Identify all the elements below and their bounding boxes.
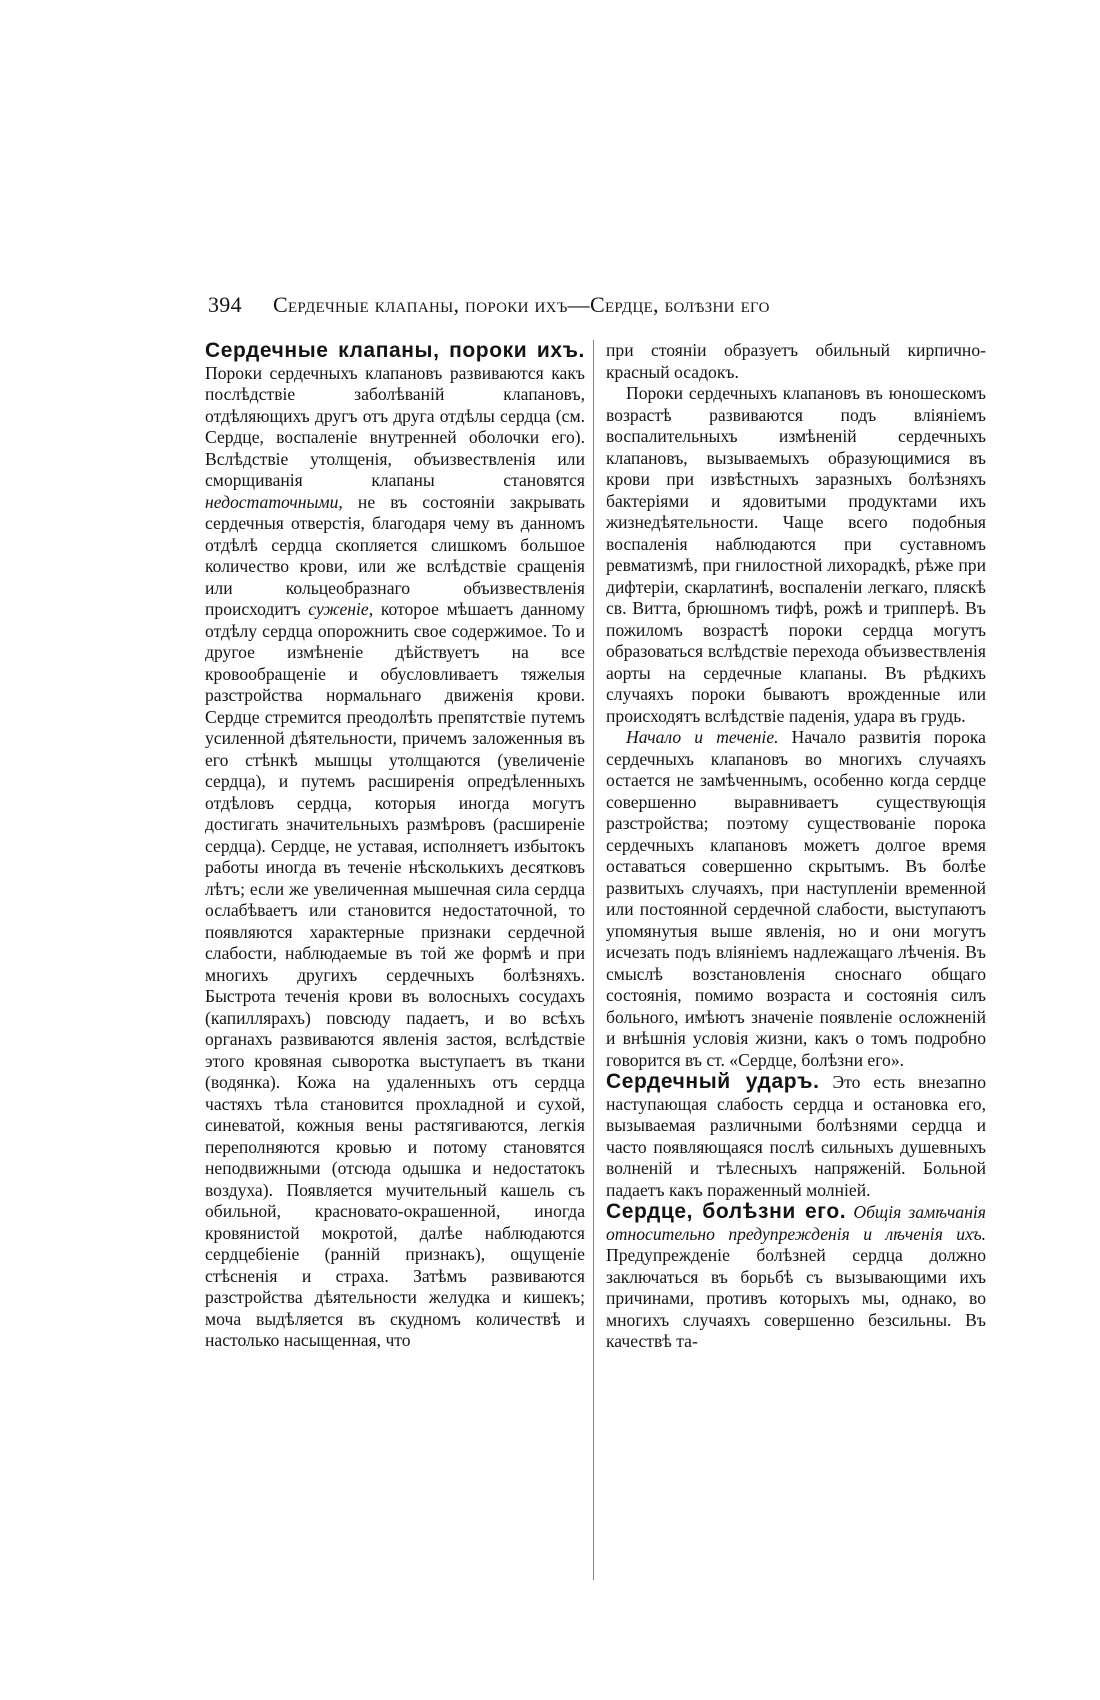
emphasis-insufficient: недостаточными, — [205, 491, 343, 512]
left-column — [205, 340, 585, 1352]
subheading-general-remarks: Общія замѣчанія относительно предупрежденія и лѣченія ихъ. — [606, 1202, 986, 1244]
paragraph-youth: Пороки сердечныхъ клапановъ въ юношескомъ возрастѣ развиваются подъ вліяніемъ воспалительныхъ измѣненій сердечныхъ клапановъ, вызываемыхъ образующимися въ крови при извѣстныхъ заразныхъ болѣзняхъ бактеріями и ядовитыми продуктами ихъ жизнедѣятельности. Чаще всего подобныя воспаленія наблюдаются при суставномъ ревматизмѣ, при гнилостной лихорадкѣ, рѣже при дифтеріи, скарлатинѣ, воспаленіи легкаго, пляскѣ св. Витта, брюшномъ тифѣ, рожѣ и трипперѣ. Въ пожиломъ возрастѣ пороки сердца могутъ образоваться вслѣдствіе перехода объизвествленія аорты на сердечные клапаны. Въ рѣдкихъ случаяхъ пороки бываютъ врожденные или происходятъ вслѣдствіе паденія, удара въ грудь. — [606, 383, 986, 726]
paragraph-onset — [606, 727, 986, 1071]
entry-title-heart-stroke: Сердечный ударъ. — [606, 1070, 820, 1093]
entry-body-heart-diseases: Предупрежденіе болѣзней сердца должно заключаться въ борьбѣ съ вызывающими ихъ причинами, противъ которыхъ мы, однако, во многихъ случаяхъ совершенно безсильны. Въ качествѣ та- — [606, 1245, 986, 1351]
entry-heart-stroke — [606, 1071, 986, 1201]
entry-body-b: не въ состояніи закрывать сердечныя отверстія, благодаря чему въ данномъ отдѣлѣ сердца скопляется слишкомъ большое количество крови, или же вслѣдствіе сращенія или кольцеобразнаго объизвествленія происходитъ — [205, 491, 585, 619]
page-header — [208, 292, 888, 322]
page-number: 394 — [208, 292, 242, 317]
onset-text: Начало развитія порока сердечныхъ клапановъ во многихъ случаяхъ остается не замѣченнымъ, особенно когда сердце совершенно выравниваетъ существующія разстройства; поэтому существованіе порока сердечныхъ клапановъ можетъ долгое время оставаться совершенно скрытымъ. Въ болѣе развитыхъ случаяхъ, при наступленіи временной или постоянной сердечной слабости, выступаютъ упомянутыя выше явленія, но и они могутъ исчезать подъ вліяніемъ надлежащаго лѣченія. Въ смыслѣ возстановленія сноснаго общаго состоянія, помимо возраста и состоянія силъ больного, имѣютъ значеніе появленіе осложненій и внѣшнія условія жизни, какъ о томъ подробно говорится въ ст. «Сердце, болѣзни его». — [606, 727, 986, 1070]
subheading-onset: Начало и теченіе. — [626, 727, 779, 747]
entry-body-heart-stroke: Это есть внезапно наступающая слабость сердца и остановка его, вызываемая различными болѣзнями сердца и часто появляющаяся послѣ сильныхъ душевныхъ волненій и тѣлесныхъ напряженій. Больной падаетъ какъ пораженный молніей. — [606, 1072, 986, 1200]
entry-body-a: Пороки сердечныхъ клапановъ развиваются какъ послѣдствіе заболѣваній клапановъ, отдѣляющихъ другъ отъ друга отдѣлы сердца (см. Сердце, воспаленіе внутренней оболочки его). Вслѣдствіе утолщенія, объизвествленія или сморщиванія клапаны становятся — [205, 362, 585, 490]
entry-title-heart-valves: Сердечные клапаны, пороки ихъ. — [205, 339, 585, 362]
column-divider — [593, 340, 594, 1580]
entry-heart-diseases — [606, 1201, 986, 1353]
emphasis-stenosis: суженіе, — [308, 599, 374, 619]
running-title: Сердечные клапаны, пороки ихъ—Сердце, болѣзни его — [273, 292, 770, 317]
entry-title-heart-diseases: Сердце, болѣзни его. — [606, 1200, 847, 1223]
entry-heart-valves — [205, 340, 585, 1352]
right-column — [606, 340, 986, 1353]
entry-body-c: которое мѣшаетъ данному отдѣлу сердца опорожнить свое содержимое. То и другое измѣненіе дѣйствуетъ на все кровообращеніе и обусловливаетъ тяжелыя разстройства нормальнаго движенія крови. Сердце стремится преодолѣть препятствіе путемъ усиленной дѣятельности, причемъ заложенныя въ его стѣнкѣ мышцы утолщаются (увеличеніе сердца), и путемъ расширенія опредѣленныхъ отдѣловъ сердца, которыя иногда могутъ достигать значительныхъ размѣровъ (расширеніе сердца). Сердце, не уставая, исполняетъ избытокъ работы иногда въ теченіе нѣсколькихъ десятковъ лѣтъ; если же увеличенная мышечная сила сердца ослабѣваетъ или становится недостаточной, то появляются характерные признаки сердечной слабости, наблюдаемые въ той же формѣ и при многихъ другихъ сердечныхъ болѣзняхъ. Быстрота теченія крови въ волосныхъ сосудахъ (капиллярахъ) повсюду падаетъ, и во всѣхъ органахъ развиваются явленія застоя, вслѣдствіе этого кровяная сыворотка выступаетъ въ ткани (водянка). Кожа на удаленныхъ отъ сердца частяхъ тѣла становится прохладной и сухой, синеватой, кожныя вены растягиваются, легкія переполняются кровью и потому становятся неподвижными (отсюда одышка и недостатокъ воздуха). Появляется мучительный кашель съ обильной, красновато-окрашенной, иногда кровянистой мокротой, далѣе наблюдаются сердцебіеніе (ранній признакъ), ощущеніе стѣсненія и страха. Затѣмъ развиваются разстройства дѣятельности желудка и кишекъ; моча выдѣляется въ скудномъ количествѣ и настолько насыщенная, что — [205, 599, 585, 1350]
continuation-text: при стояніи образуетъ обильный кирпично-красный осадокъ. — [606, 340, 986, 382]
